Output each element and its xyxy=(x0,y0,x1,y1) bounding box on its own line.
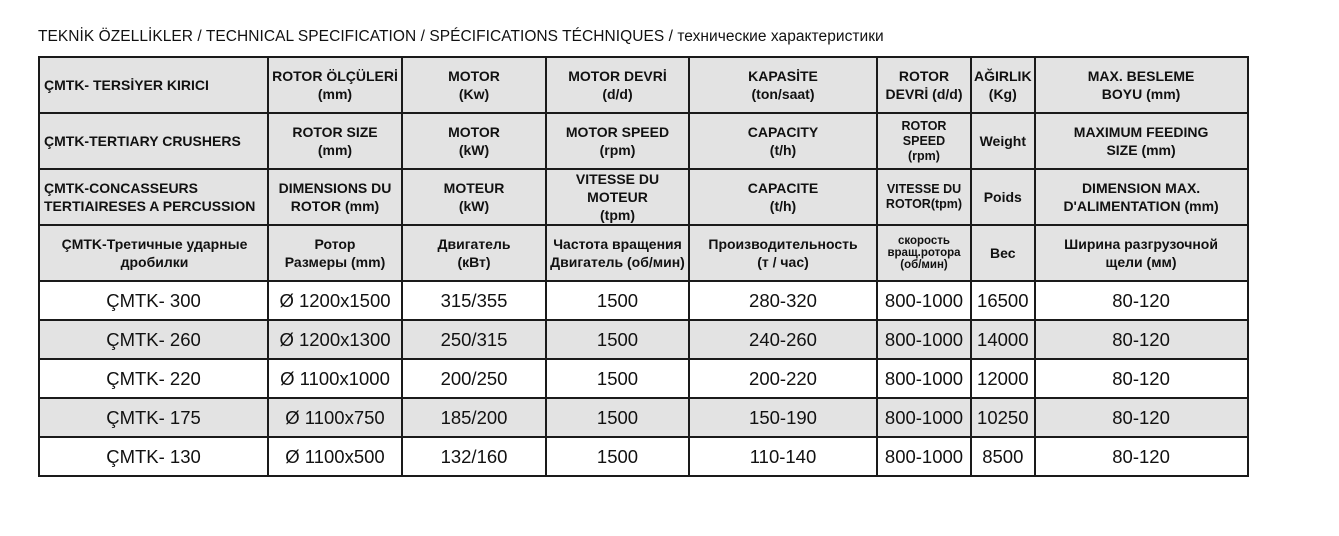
cell-motor: 250/315 xyxy=(402,320,546,359)
header-en-motor-speed: MOTOR SPEED (rpm) xyxy=(546,113,689,169)
cell-rotor-speed: 800-1000 xyxy=(877,320,971,359)
cell-motor-speed: 1500 xyxy=(546,398,689,437)
header-row-tr xyxy=(39,57,1248,113)
header-fr-rotor-speed: VITESSE DU ROTOR(tpm) xyxy=(877,169,971,225)
cell-motor-speed: 1500 xyxy=(546,359,689,398)
header-ru-motor: Двигатель (кВт) xyxy=(402,225,546,281)
cell-rotor-speed: 800-1000 xyxy=(877,437,971,476)
cell-weight: 8500 xyxy=(971,437,1035,476)
header-tr-rotor-speed: ROTOR DEVRİ (d/d) xyxy=(877,57,971,113)
header-ru-feed-size: Ширина разгрузочной щели (мм) xyxy=(1035,225,1248,281)
cell-model: ÇMTK- 300 xyxy=(39,281,268,320)
page-title: TEKNİK ÖZELLİKLER / TECHNICAL SPECIFICATION / SPÉCIFICATIONS TÉCHNIQUES / технические характеристики xyxy=(38,28,884,45)
header-tr-motor: MOTOR (Kw) xyxy=(402,57,546,113)
cell-feed-size: 80-120 xyxy=(1035,320,1248,359)
header-ru-rotor-size: Ротор Размеры (mm) xyxy=(268,225,402,281)
table-row xyxy=(39,398,1248,437)
header-ru-model: ÇMTK-Третичные ударные дробилки xyxy=(39,225,268,281)
header-fr-motor-speed: VITESSE DU MOTEUR (tpm) xyxy=(546,169,689,225)
cell-rotor-speed: 800-1000 xyxy=(877,281,971,320)
header-tr-capacity: KAPASİTE (ton/saat) xyxy=(689,57,877,113)
cell-capacity: 280-320 xyxy=(689,281,877,320)
header-en-capacity: CAPACITY (t/h) xyxy=(689,113,877,169)
header-ru-rotor-speed: скорость вращ.ротора (об/мин) xyxy=(877,225,971,281)
header-ru-motor-speed: Частота вращения Двигатель (об/мин) xyxy=(546,225,689,281)
cell-rotor-size: Ø 1100x500 xyxy=(268,437,402,476)
cell-capacity: 150-190 xyxy=(689,398,877,437)
cell-rotor-speed: 800-1000 xyxy=(877,359,971,398)
table-row xyxy=(39,437,1248,476)
table-row xyxy=(39,281,1248,320)
cell-motor: 200/250 xyxy=(402,359,546,398)
header-fr-model: ÇMTK-CONCASSEURS TERTIAIRESES A PERCUSSION xyxy=(39,169,268,225)
header-fr-rotor-size: DIMENSIONS DU ROTOR (mm) xyxy=(268,169,402,225)
header-tr-feed-size: MAX. BESLEME BOYU (mm) xyxy=(1035,57,1248,113)
header-fr-motor: MOTEUR (kW) xyxy=(402,169,546,225)
cell-rotor-speed: 800-1000 xyxy=(877,398,971,437)
header-en-model: ÇMTK-TERTIARY CRUSHERS xyxy=(39,113,268,169)
cell-weight: 12000 xyxy=(971,359,1035,398)
cell-feed-size: 80-120 xyxy=(1035,398,1248,437)
spec-table xyxy=(38,56,1249,477)
cell-motor-speed: 1500 xyxy=(546,281,689,320)
cell-motor: 132/160 xyxy=(402,437,546,476)
cell-model: ÇMTK- 175 xyxy=(39,398,268,437)
cell-capacity: 110-140 xyxy=(689,437,877,476)
header-ru-weight: Вес xyxy=(971,225,1035,281)
cell-rotor-size: Ø 1200x1500 xyxy=(268,281,402,320)
header-row-ru xyxy=(39,225,1248,281)
header-tr-weight: AĞIRLIK (Kg) xyxy=(971,57,1035,113)
cell-motor-speed: 1500 xyxy=(546,437,689,476)
cell-model: ÇMTK- 260 xyxy=(39,320,268,359)
header-fr-weight: Poids xyxy=(971,169,1035,225)
cell-weight: 14000 xyxy=(971,320,1035,359)
cell-rotor-size: Ø 1100x1000 xyxy=(268,359,402,398)
header-en-weight: Weight xyxy=(971,113,1035,169)
cell-capacity: 240-260 xyxy=(689,320,877,359)
header-en-rotor-speed: ROTOR SPEED (rpm) xyxy=(877,113,971,169)
header-row-en xyxy=(39,113,1248,169)
cell-rotor-size: Ø 1200x1300 xyxy=(268,320,402,359)
header-fr-capacity: CAPACITE (t/h) xyxy=(689,169,877,225)
cell-motor: 185/200 xyxy=(402,398,546,437)
cell-motor: 315/355 xyxy=(402,281,546,320)
table-row xyxy=(39,359,1248,398)
cell-feed-size: 80-120 xyxy=(1035,437,1248,476)
header-en-rotor-size: ROTOR SIZE (mm) xyxy=(268,113,402,169)
cell-model: ÇMTK- 130 xyxy=(39,437,268,476)
header-ru-capacity: Производительность (т / час) xyxy=(689,225,877,281)
header-tr-model: ÇMTK- TERSİYER KIRICI xyxy=(39,57,268,113)
header-tr-rotor-size: ROTOR ÖLÇÜLERİ (mm) xyxy=(268,57,402,113)
header-row-fr xyxy=(39,169,1248,225)
cell-weight: 16500 xyxy=(971,281,1035,320)
table-row xyxy=(39,320,1248,359)
header-tr-motor-speed: MOTOR DEVRİ (d/d) xyxy=(546,57,689,113)
cell-rotor-size: Ø 1100x750 xyxy=(268,398,402,437)
cell-feed-size: 80-120 xyxy=(1035,281,1248,320)
cell-feed-size: 80-120 xyxy=(1035,359,1248,398)
header-fr-feed-size: DIMENSION MAX. D'ALIMENTATION (mm) xyxy=(1035,169,1248,225)
cell-model: ÇMTK- 220 xyxy=(39,359,268,398)
cell-weight: 10250 xyxy=(971,398,1035,437)
cell-capacity: 200-220 xyxy=(689,359,877,398)
cell-motor-speed: 1500 xyxy=(546,320,689,359)
header-en-feed-size: MAXIMUM FEEDING SIZE (mm) xyxy=(1035,113,1248,169)
header-en-motor: MOTOR (kW) xyxy=(402,113,546,169)
